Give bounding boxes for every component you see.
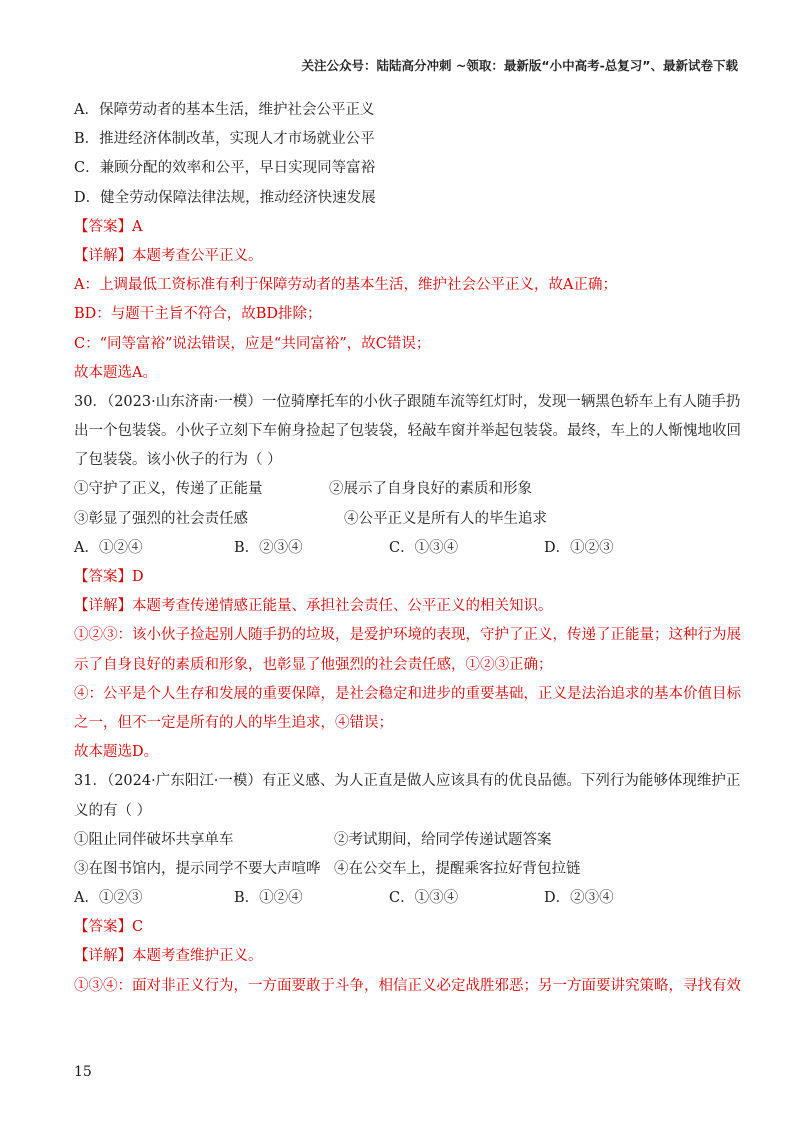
q31-explain-1: ①③④：面对非正义行为，一方面要敢于斗争，相信正义必定战胜邪恶；另一方面要讲究策略，寻找有效 xyxy=(74,977,741,994)
q31-item-3: ③在图书馆内，提示同学不要大声喧哗 xyxy=(74,860,321,877)
q31-answer: 【答案】C xyxy=(74,919,144,936)
q30-answer: 【答案】D xyxy=(74,569,144,585)
q30-item-1: ①守护了正义，传递了正能量 xyxy=(74,481,263,498)
q31-item-4: ④在公交车上，提醒乘客拉好背包拉链 xyxy=(334,860,581,877)
q31-detail: 【详解】本题考查维护正义。 xyxy=(74,948,263,965)
q30-option-a: A．①②④ xyxy=(74,539,143,556)
q30-explain-2: 示了自身良好的素质和形象，也彰显了他强烈的社会责任感，①②③正确； xyxy=(74,656,553,673)
q29-explain-3: C：“同等富裕”说法错误，应是“共同富裕”，故C错误； xyxy=(74,335,431,352)
q30-detail: 【详解】本题考查传递情感正能量、承担社会责任、公平正义的相关知识。 xyxy=(74,598,553,615)
q31-items-row-1 xyxy=(74,826,734,855)
page-content xyxy=(74,96,741,1001)
q31-option-d: D．②③④ xyxy=(544,890,614,907)
q31-option-a: A．①②③ xyxy=(74,890,143,907)
q31-items-row-2 xyxy=(74,855,734,884)
q31-stem-2: 义的有（ ） xyxy=(74,802,152,819)
q30-options-row xyxy=(74,534,734,563)
q29-option-b: B．推进经济体制改革，实现人才市场就业公平 xyxy=(74,131,375,148)
q29-explain-1: A：上调最低工资标准有利于保障劳动者的基本生活，维护社会公平正义，故A正确； xyxy=(74,277,617,294)
q29-conclusion: 故本题选A。 xyxy=(74,364,157,381)
q29-answer: 【答案】A xyxy=(74,218,143,235)
q30-explain-4: 之一，但不一定是所有的人的毕生追求，④错误； xyxy=(74,714,393,731)
q30-item-2: ②展示了自身良好的素质和形象 xyxy=(329,481,532,498)
q30-conclusion: 故本题选D。 xyxy=(74,744,159,761)
q29-option-a: A．保障劳动者的基本生活，维护社会公平正义 xyxy=(74,102,375,118)
q30-option-c: C．①③④ xyxy=(389,539,459,556)
q30-stem-2: 出一个包装袋。小伙子立刻下车俯身捡起了包装袋，轻敲车窗并举起包装袋。最终，车上的人惭愧地收回 xyxy=(74,423,741,440)
q30-item-3: ③彰显了强烈的社会责任感 xyxy=(74,510,248,527)
q30-option-d: D．①②③ xyxy=(544,539,614,556)
q30-explain-3: ④：公平是个人生存和发展的重要保障，是社会稳定和进步的重要基础，正义是法治追求的基本价值目标 xyxy=(74,685,741,702)
q29-option-c: C．兼顾分配的效率和公平，早日实现同等富裕 xyxy=(74,160,376,177)
page-header: 关注公众号：陆陆高分冲刺 ~领取：最新版“小中高考-总复习”、最新试卷下载 xyxy=(301,58,738,73)
q30-stem-1: 30．（2023·山东济南·一模）一位骑摩托车的小伙子跟随车流等红灯时，发现一辆黑色轿车上有人随手扔 xyxy=(74,393,741,410)
q29-detail: 【详解】本题考查公平正义。 xyxy=(74,247,263,264)
q30-option-b: B．②③④ xyxy=(234,539,303,556)
q31-stem-1: 31．（2024·广东阳江·一模）有正义感、为人正直是做人应该具有的优良品德。下列行为能够体现维护正 xyxy=(74,773,741,790)
q31-option-b: B．①②④ xyxy=(234,890,303,907)
q30-item-4: ④公平正义是所有人的毕生追求 xyxy=(344,510,547,527)
q31-item-1: ①阻止同伴破坏共享单车 xyxy=(74,831,234,848)
q30-stem-3: 了包装袋。该小伙子的行为（ ） xyxy=(74,452,282,469)
q31-item-2: ②考试期间，给同学传递试题答案 xyxy=(334,831,552,848)
q29-explain-2: BD：与题干主旨不符合，故BD排除； xyxy=(74,306,322,323)
page-number: 15 xyxy=(74,1064,92,1080)
q30-items-row-1 xyxy=(74,475,734,504)
q29-option-d: D．健全劳动保障法律法规，推动经济快速发展 xyxy=(74,189,376,206)
q30-items-row-2 xyxy=(74,505,734,534)
q31-option-c: C．①③④ xyxy=(389,890,459,907)
q30-explain-1: ①②③：该小伙子捡起别人随手扔的垃圾，是爱护环境的表现，守护了正义，传递了正能量；这种行为展 xyxy=(74,627,741,644)
q31-options-row xyxy=(74,884,734,913)
